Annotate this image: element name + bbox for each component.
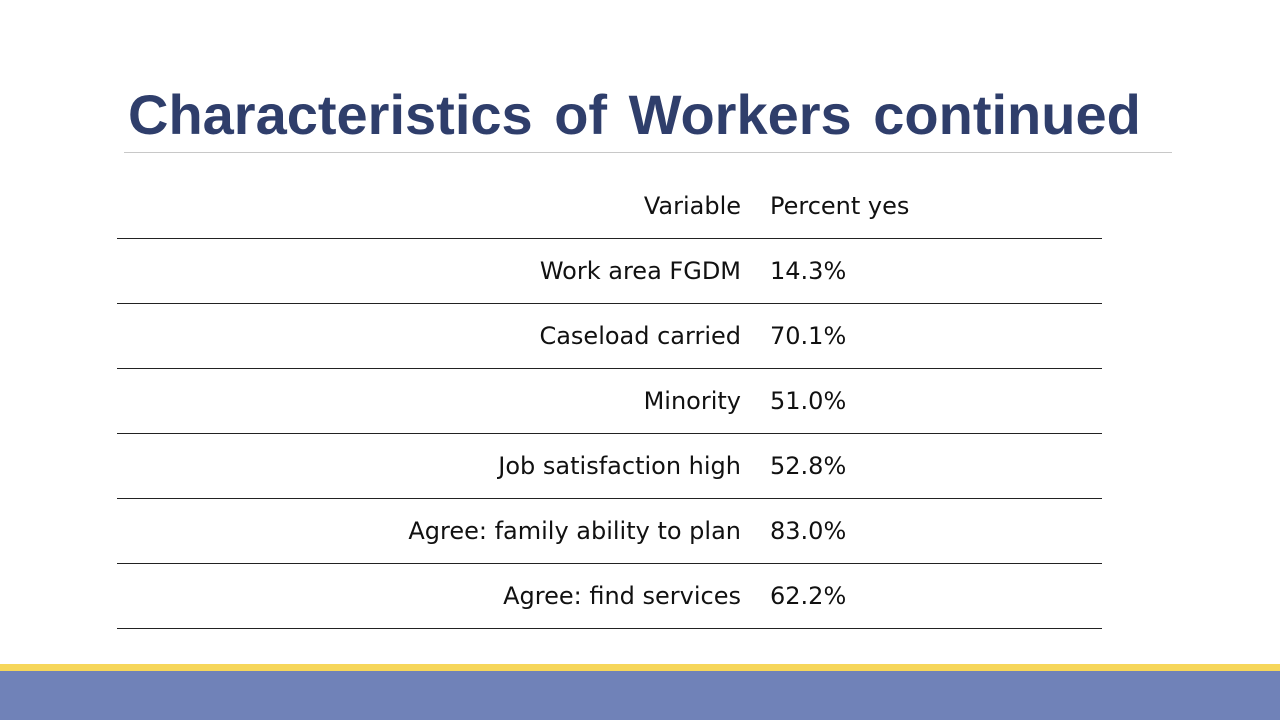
row-variable-cell: Agree: find services — [117, 564, 743, 629]
title-divider — [124, 152, 1172, 153]
table-header-row — [117, 174, 1102, 239]
row-variable-cell: Work area FGDM — [117, 239, 743, 304]
row-percent-cell: 70.1% — [743, 304, 1102, 369]
table-row — [117, 304, 1102, 369]
row-percent-cell: 62.2% — [743, 564, 1102, 629]
column-header-variable: Variable — [117, 174, 743, 239]
row-percent-cell: 52.8% — [743, 434, 1102, 499]
row-variable-cell: Agree: family ability to plan — [117, 499, 743, 564]
table-row — [117, 499, 1102, 564]
slide-title: Characteristics of Workers continued — [128, 83, 1141, 146]
row-percent-cell: 83.0% — [743, 499, 1102, 564]
table-row — [117, 369, 1102, 434]
row-variable-cell: Caseload carried — [117, 304, 743, 369]
data-table — [117, 174, 1102, 629]
row-percent-cell: 14.3% — [743, 239, 1102, 304]
row-variable-cell: Minority — [117, 369, 743, 434]
table-row — [117, 239, 1102, 304]
row-percent-cell: 51.0% — [743, 369, 1102, 434]
table-row — [117, 434, 1102, 499]
footer-band — [0, 671, 1280, 720]
footer-accent-stripe — [0, 664, 1280, 671]
column-header-percent: Percent yes — [743, 174, 1102, 239]
table-row — [117, 564, 1102, 629]
row-variable-cell: Job satisfaction high — [117, 434, 743, 499]
